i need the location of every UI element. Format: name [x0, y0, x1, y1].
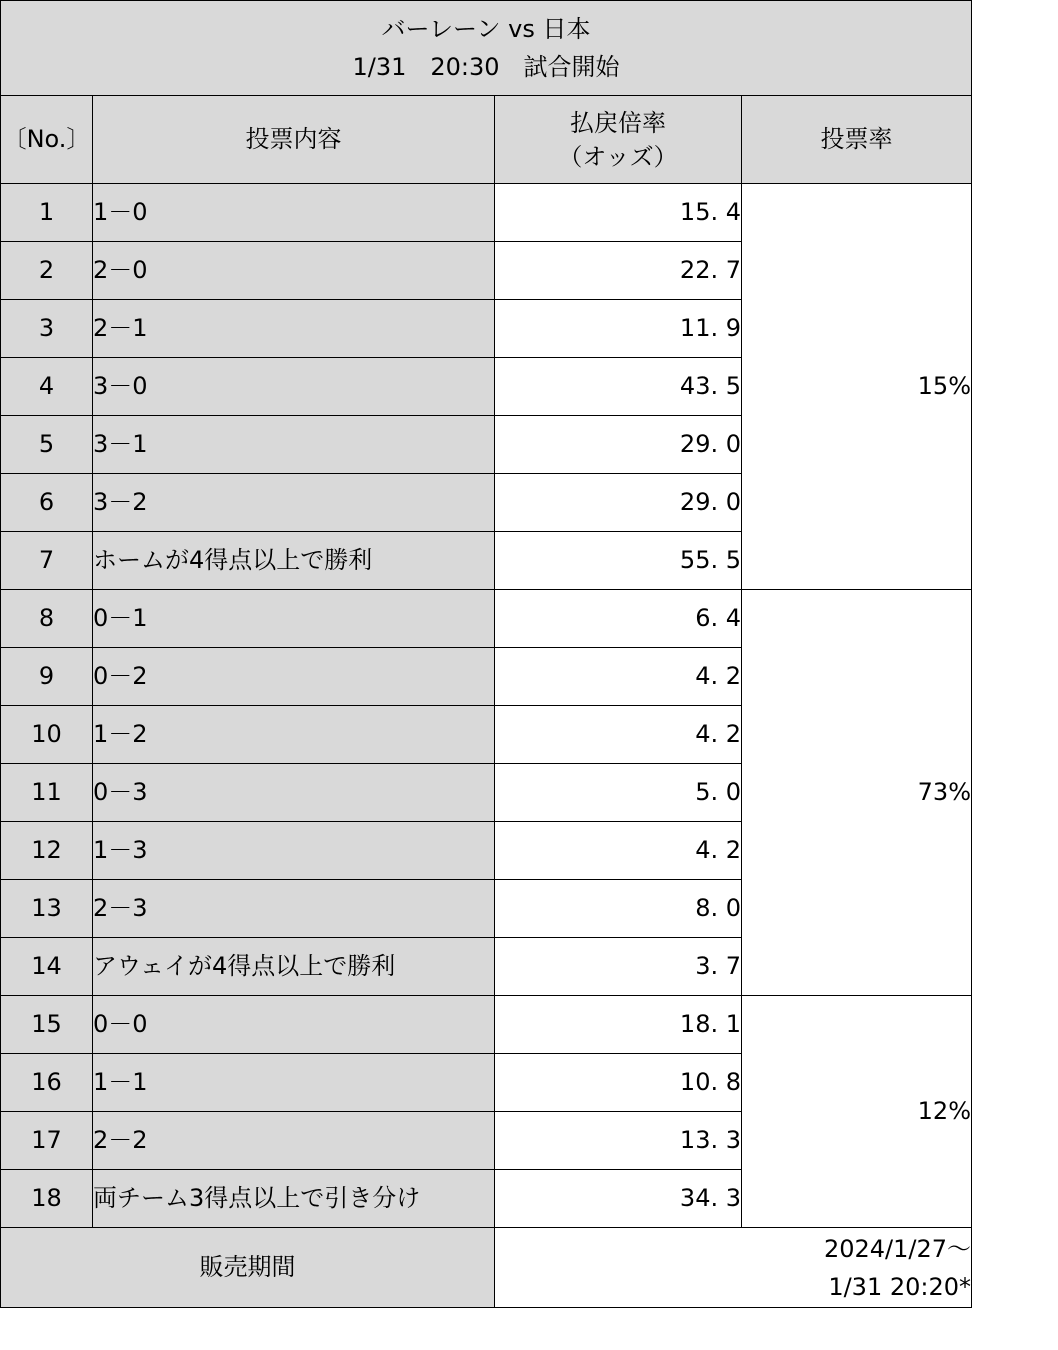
row-content: 0－3: [93, 764, 495, 822]
row-odds: 4. 2: [495, 822, 742, 880]
row-odds: 29. 0: [495, 416, 742, 474]
match-kickoff: 1/31 20:30 試合開始: [352, 53, 620, 81]
row-no: 13: [1, 880, 93, 938]
row-content: 2－0: [93, 242, 495, 300]
row-odds: 34. 3: [495, 1170, 742, 1228]
row-odds: 13. 3: [495, 1112, 742, 1170]
row-odds: 22. 7: [495, 242, 742, 300]
rate-draw: 12%: [742, 996, 972, 1228]
sales-period-start: 2024/1/27～: [823, 1234, 971, 1263]
row-no: 1: [1, 184, 93, 242]
row-content: アウェイが4得点以上で勝利: [93, 938, 495, 996]
row-odds: 4. 2: [495, 706, 742, 764]
row-content: 3－2: [93, 474, 495, 532]
row-content: 1－1: [93, 1054, 495, 1112]
row-content: 1－3: [93, 822, 495, 880]
row-content: 3－0: [93, 358, 495, 416]
header-no: 〔No.〕: [1, 96, 93, 184]
row-no: 9: [1, 648, 93, 706]
row-odds: 29. 0: [495, 474, 742, 532]
rate-home-win: 15%: [742, 184, 972, 590]
sales-period-end: 1/31 20:20*: [828, 1272, 971, 1301]
row-content: 3－1: [93, 416, 495, 474]
row-content: 2－1: [93, 300, 495, 358]
row-no: 10: [1, 706, 93, 764]
table-row: [1, 590, 972, 648]
sales-period-value: [495, 1228, 972, 1308]
row-content: ホームが4得点以上で勝利: [93, 532, 495, 590]
row-odds: 6. 4: [495, 590, 742, 648]
row-content: 両チーム3得点以上で引き分け: [93, 1170, 495, 1228]
row-odds: 18. 1: [495, 996, 742, 1054]
row-odds: 4. 2: [495, 648, 742, 706]
row-odds: 5. 0: [495, 764, 742, 822]
row-odds: 8. 0: [495, 880, 742, 938]
table-row: [1, 996, 972, 1054]
row-no: 6: [1, 474, 93, 532]
header-rate: 投票率: [742, 96, 972, 184]
row-odds: 10. 8: [495, 1054, 742, 1112]
row-odds: 11. 9: [495, 300, 742, 358]
row-odds: 43. 5: [495, 358, 742, 416]
row-no: 17: [1, 1112, 93, 1170]
row-content: 1－2: [93, 706, 495, 764]
sales-period-label: 販売期間: [1, 1228, 495, 1308]
row-odds: 15. 4: [495, 184, 742, 242]
row-content: 0－2: [93, 648, 495, 706]
row-no: 15: [1, 996, 93, 1054]
row-no: 3: [1, 300, 93, 358]
row-no: 11: [1, 764, 93, 822]
header-odds: [495, 96, 742, 184]
row-no: 12: [1, 822, 93, 880]
row-odds: 3. 7: [495, 938, 742, 996]
row-content: 1－0: [93, 184, 495, 242]
row-no: 4: [1, 358, 93, 416]
row-no: 8: [1, 590, 93, 648]
rate-away-win: 73%: [742, 590, 972, 996]
row-no: 18: [1, 1170, 93, 1228]
row-content: 2－2: [93, 1112, 495, 1170]
row-odds: 55. 5: [495, 532, 742, 590]
header-odds-line2: （オッズ）: [558, 142, 678, 171]
row-no: 16: [1, 1054, 93, 1112]
match-teams: バーレーン vs 日本: [381, 15, 591, 43]
row-no: 7: [1, 532, 93, 590]
row-content: 2－3: [93, 880, 495, 938]
row-no: 5: [1, 416, 93, 474]
row-no: 2: [1, 242, 93, 300]
table-row: [1, 184, 972, 242]
match-title-cell: [1, 1, 972, 96]
row-no: 14: [1, 938, 93, 996]
header-odds-line1: 払戻倍率: [570, 108, 666, 137]
header-content: 投票内容: [93, 96, 495, 184]
row-content: 0－1: [93, 590, 495, 648]
row-content: 0－0: [93, 996, 495, 1054]
